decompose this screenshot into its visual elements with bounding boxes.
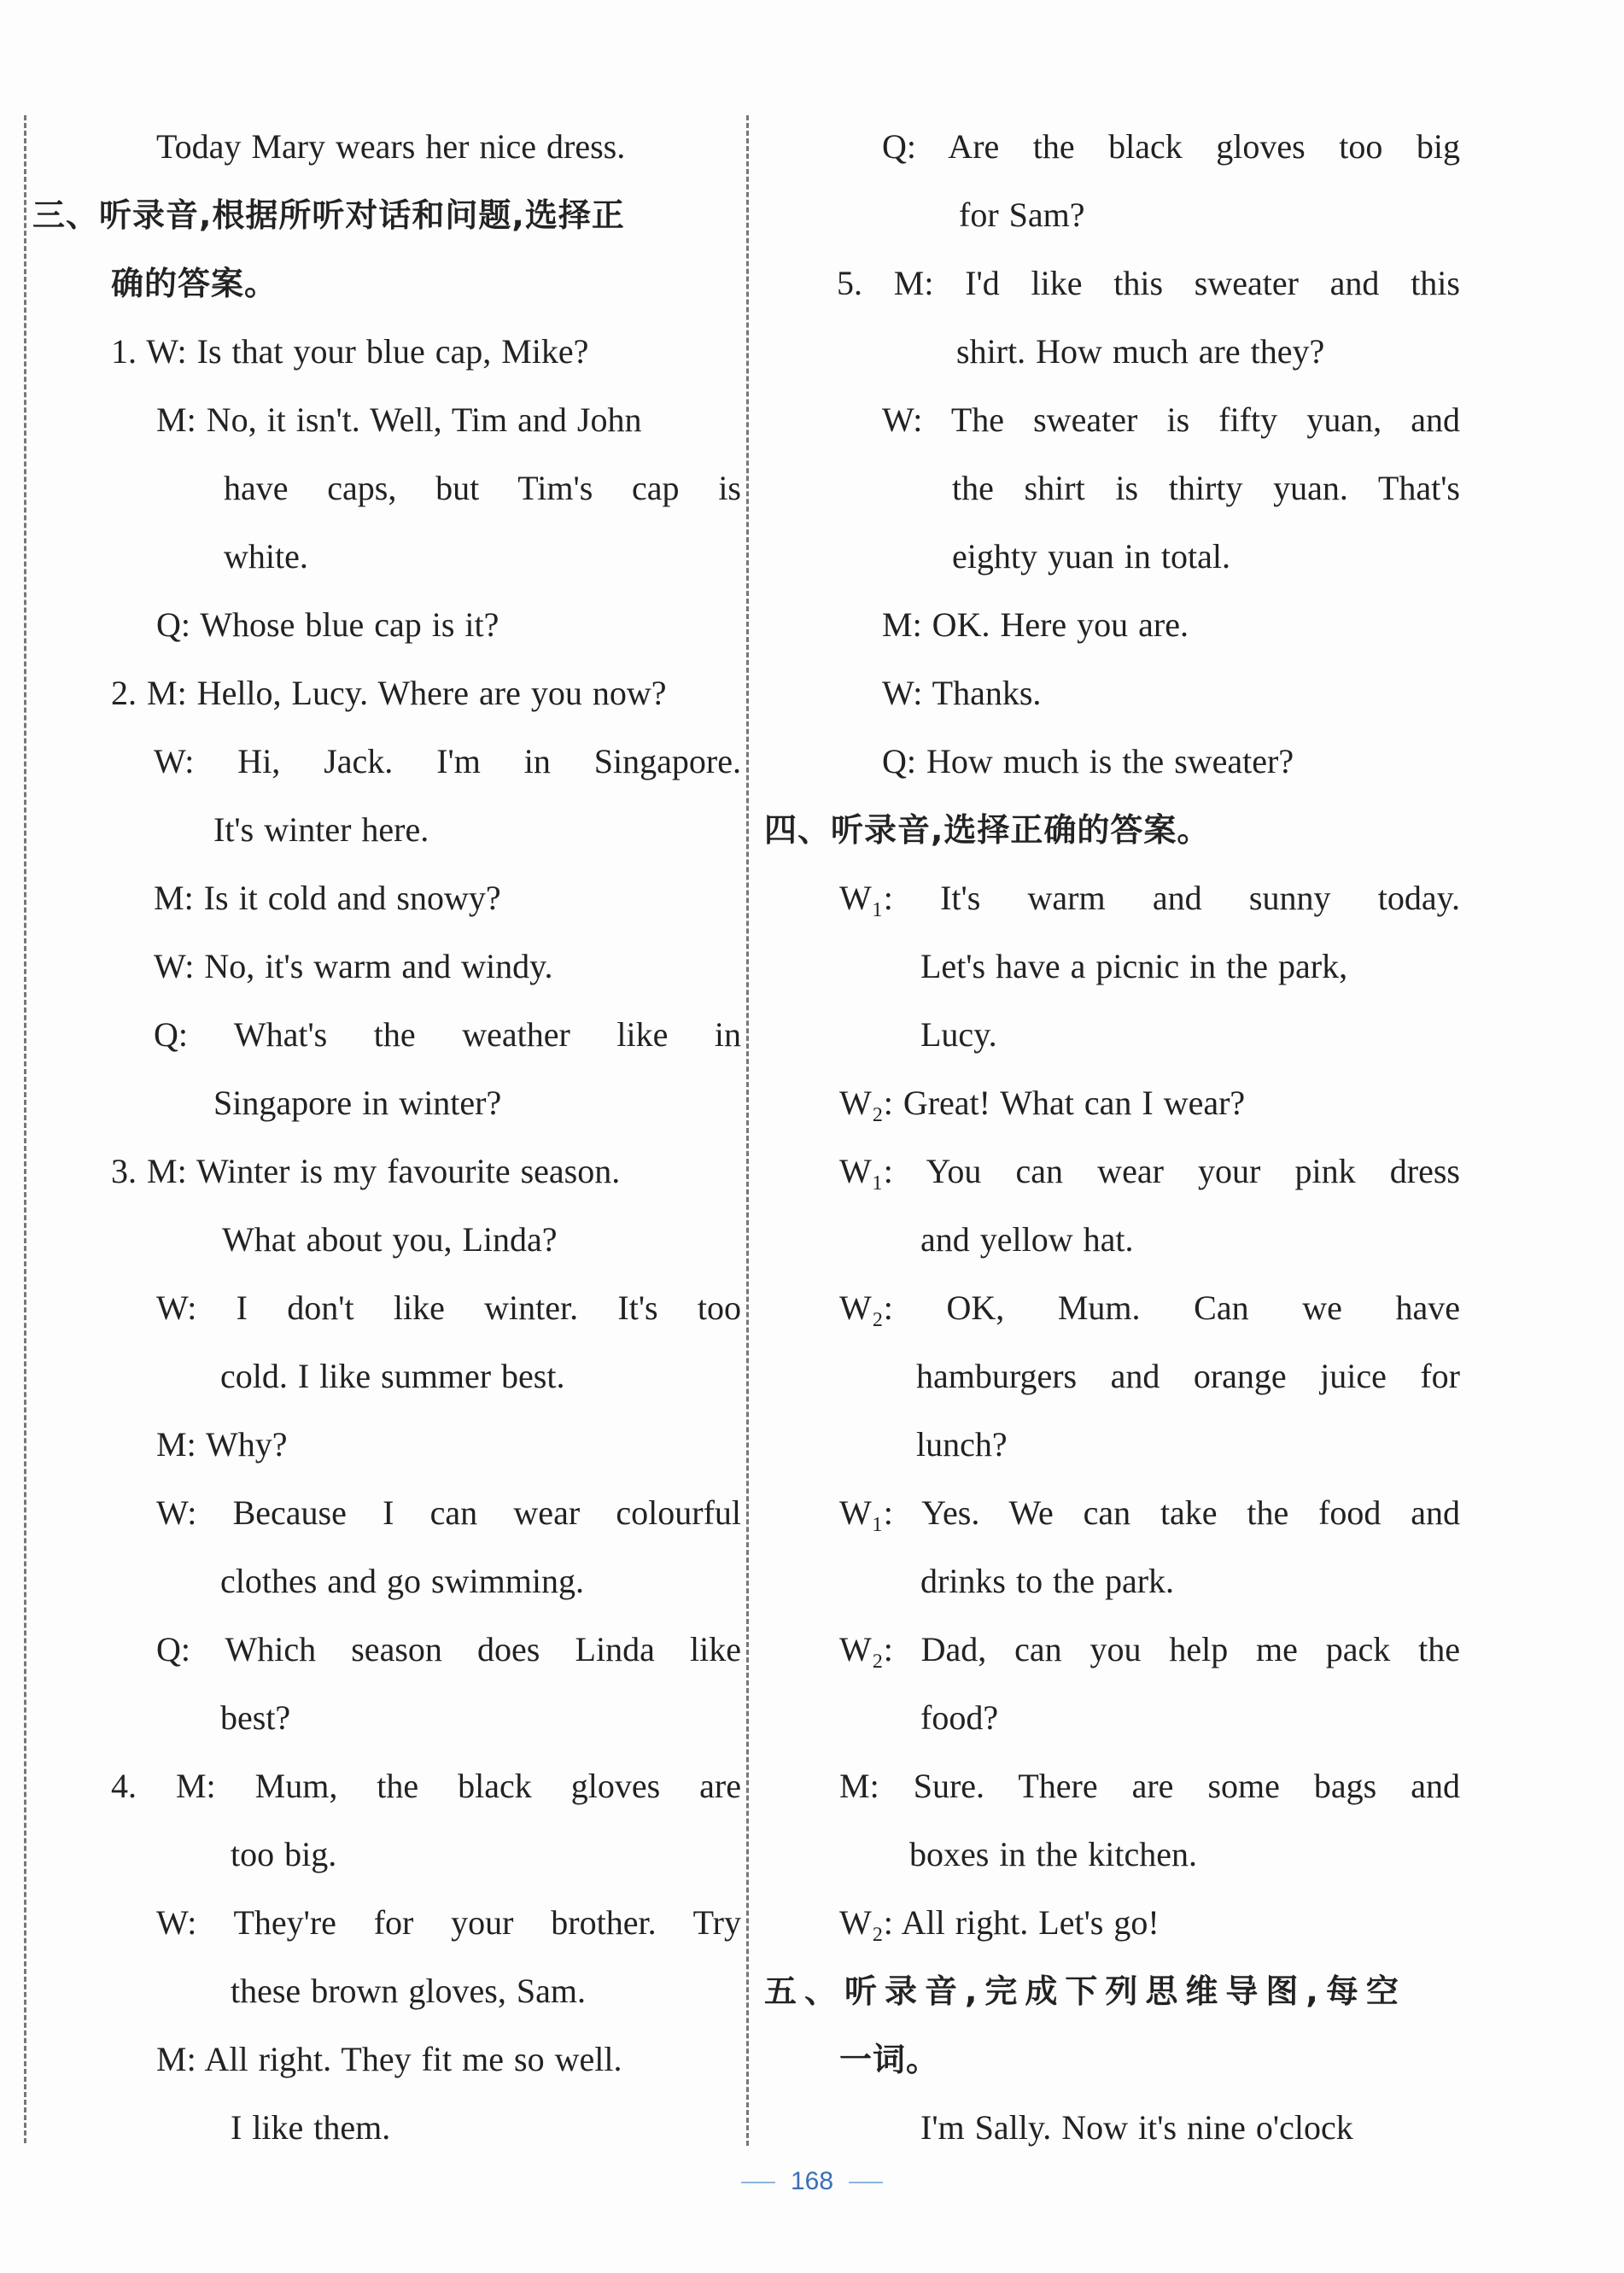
page-number: 168 — [790, 2167, 834, 2195]
transcript-line: M: OK. Here you are. — [882, 605, 1189, 644]
transcript-line: W: I don't like winter. It's too — [156, 1288, 741, 1327]
section-heading: 三、听录音,根据所听对话和问题,选择正 — [32, 196, 625, 234]
transcript-line: 3. M: Winter is my favourite season. — [111, 1152, 621, 1190]
transcript-line: Let's have a picnic in the park, — [920, 947, 1348, 985]
transcript-line: clothes and go swimming. — [220, 1562, 584, 1600]
transcript-line: hamburgers and orange juice for — [916, 1357, 1460, 1395]
right-column — [764, 113, 1460, 2162]
transcript-line: W₁: Yes. We can take the food and — [839, 1493, 1460, 1532]
transcript-line: W₂: OK, Mum. Can we have — [839, 1288, 1460, 1327]
transcript-line: 5. M: I'd like this sweater and this — [837, 264, 1460, 302]
column-divider-dashed-line — [746, 115, 749, 2146]
transcript-line: lunch? — [916, 1425, 1008, 1464]
transcript-line: cold. I like summer best. — [220, 1357, 565, 1395]
transcript-line: shirt. How much are they? — [956, 332, 1325, 371]
transcript-line: I'm Sally. Now it's nine o'clock — [920, 2108, 1353, 2147]
transcript-line: these brown gloves, Sam. — [231, 1972, 586, 2010]
transcript-line: and yellow hat. — [920, 1220, 1134, 1259]
transcript-line: W: The sweater is fifty yuan, and — [882, 400, 1460, 439]
transcript-line: M: Is it cold and snowy? — [154, 879, 501, 917]
transcript-line: have caps, but Tim's cap is — [224, 469, 741, 507]
transcript-line: white. — [224, 537, 308, 576]
left-margin-dashed-line — [24, 115, 26, 2143]
transcript-line: What about you, Linda? — [222, 1220, 558, 1259]
transcript-line: Q: How much is the sweater? — [882, 742, 1294, 780]
transcript-line: Lucy. — [920, 1015, 997, 1054]
transcript-line: W₁: It's warm and sunny today. — [839, 879, 1460, 917]
transcript-line: Q: Are the black gloves too big — [882, 127, 1460, 166]
transcript-line: M: Why? — [156, 1425, 288, 1464]
section-heading: 确的答案。 — [111, 265, 278, 302]
transcript-line: Singapore in winter? — [213, 1084, 502, 1122]
footer-rule-right — [849, 2182, 883, 2183]
section-heading: 四、听录音,选择正确的答案。 — [764, 811, 1211, 849]
transcript-line: Q: What's the weather like in — [154, 1015, 741, 1054]
transcript-line: I like them. — [231, 2108, 391, 2147]
footer-rule-left — [741, 2182, 775, 2183]
transcript-line: eighty yuan in total. — [952, 537, 1230, 576]
transcript-line: W₂: Dad, can you help me pack the — [839, 1630, 1460, 1668]
transcript-line: best? — [220, 1698, 291, 1737]
transcript-line: too big. — [231, 1835, 337, 1873]
transcript-line: M: Sure. There are some bags and — [839, 1767, 1460, 1805]
transcript-line: 2. M: Hello, Lucy. Where are you now? — [111, 674, 667, 712]
transcript-line: boxes in the kitchen. — [909, 1835, 1198, 1873]
transcript-line: Q: Whose blue cap is it? — [156, 605, 499, 644]
transcript-line: drinks to the park. — [920, 1562, 1175, 1600]
transcript-line: W₂: Great! What can I wear? — [839, 1084, 1246, 1122]
transcript-line: for Sam? — [959, 196, 1085, 234]
transcript-line: W: Thanks. — [882, 674, 1042, 712]
page-footer — [0, 2167, 1624, 2196]
transcript-line: M: All right. They fit me so well. — [156, 2040, 622, 2078]
transcript-line: 4. M: Mum, the black gloves are — [111, 1767, 741, 1805]
left-column — [32, 113, 741, 2162]
transcript-line: W: No, it's warm and windy. — [154, 947, 553, 985]
transcript-line: W₁: You can wear your pink dress — [839, 1152, 1460, 1190]
transcript-line: W: Because I can wear colourful — [156, 1493, 741, 1532]
transcript-line: 1. W: Is that your blue cap, Mike? — [111, 332, 589, 371]
transcript-line: It's winter here. — [213, 810, 429, 849]
transcript-line: W: Hi, Jack. I'm in Singapore. — [154, 742, 741, 780]
transcript-line: food? — [920, 1698, 999, 1737]
transcript-line: the shirt is thirty yuan. That's — [952, 469, 1460, 507]
transcript-line: Q: Which season does Linda like — [156, 1630, 741, 1668]
transcript-line: Today Mary wears her nice dress. — [156, 127, 626, 166]
section-heading: 一词。 — [839, 2041, 940, 2078]
transcript-line: W₂: All right. Let's go! — [839, 1903, 1160, 1942]
section-heading: 五、听录音,完成下列思维导图,每空 — [764, 1972, 1406, 2010]
transcript-line: W: They're for your brother. Try — [156, 1903, 741, 1942]
transcript-line: M: No, it isn't. Well, Tim and John — [156, 400, 642, 439]
